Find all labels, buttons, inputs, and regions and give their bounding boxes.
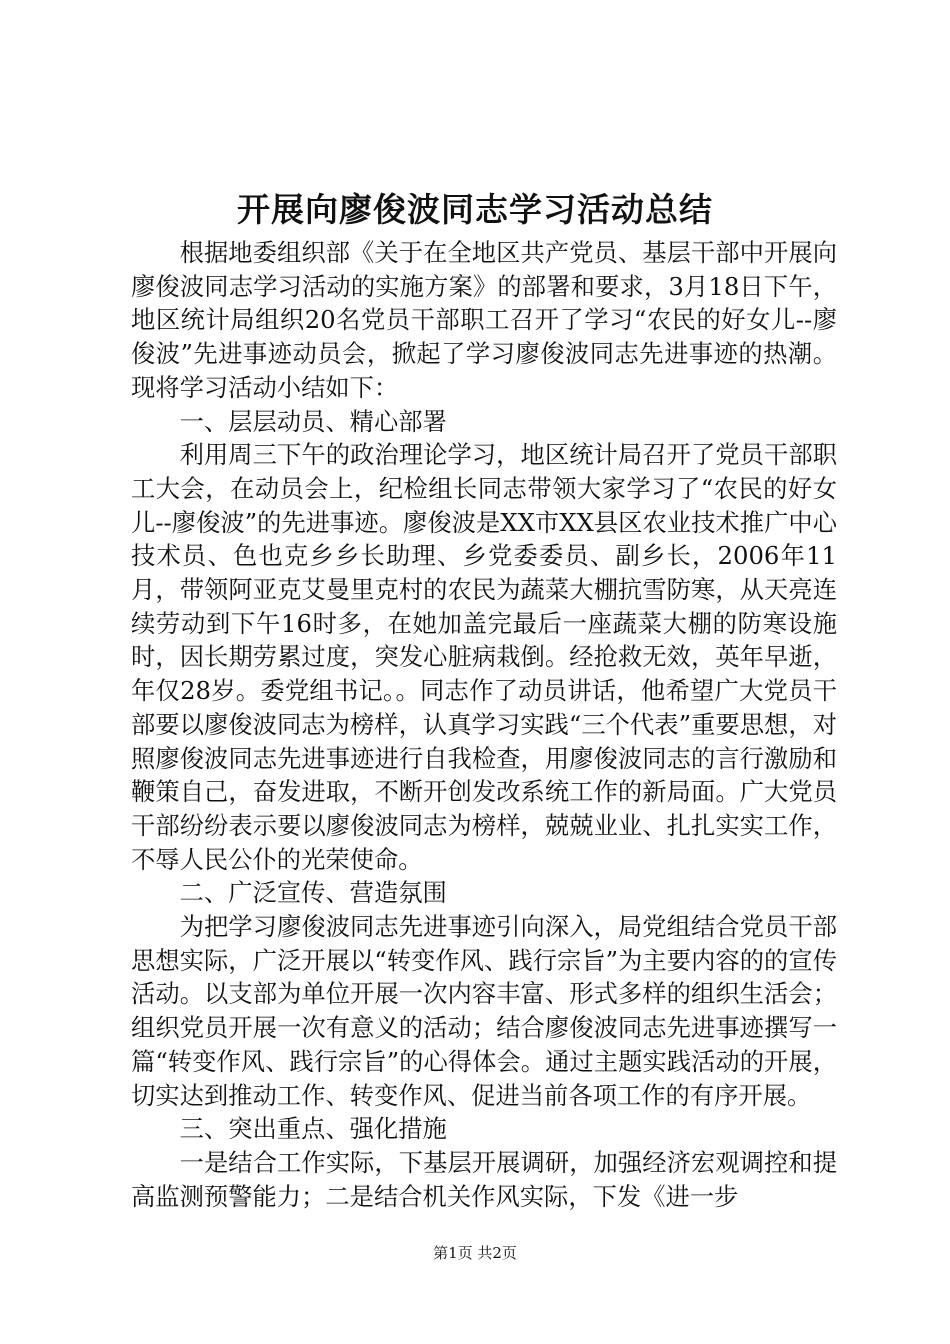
paragraph-section-2: 为把学习廖俊波同志先进事迹引向深入，局党组结合党员干部思想实际，广泛开展以“转变作风、践行宗旨”为主要内容的的宣传活动。以支部为单位开展一次内容丰富、形式多样的组织生活会；组织党员开展一次有意义的活动；结合廖俊波同志先进事迹撰写一篇“转变作风、践行宗旨”的心得体会。通过主题实践活动的开展，切实达到推动工作、转变作风、促进当前各项工作的有序开展。 <box>131 912 837 1110</box>
paragraph-intro: 根据地委组织部《关于在全地区共产党员、基层干部中开展向廖俊波同志学习活动的实施方案》的部署和要求，3月18日下午，地区统计局组织20名党员干部职工召开了学习“农民的好女儿--廖俊波”先进事迹动员会，掀起了学习廖俊波同志先进事迹的热潮。现将学习活动小结如下： <box>131 238 837 402</box>
document-body <box>131 236 837 1213</box>
paragraph-section-1: 利用周三下午的政治理论学习，地区统计局召开了党员干部职工大会，在动员会上，纪检组长同志带领大家学习了“农民的好女儿--廖俊波”的先进事迹。廖俊波是XX市XX县区农业技术推广中心技术员、色也克乡乡长助理、乡党委委员、副乡长，2006年11月，带领阿亚克艾曼里克村的农民为蔬菜大棚抗雪防寒，从天亮连续劳动到下午16时多，在她加盖完最后一座蔬菜大棚的防寒设施时，因长期劳累过度，突发心脏病栽倒。经抢救无效，英年早逝，年仅28岁。委党组书记。。同志作了动员讲话，他希望广大党员干部要以廖俊波同志为榜样，认真学习实践“三个代表”重要思想，对照廖俊波同志先进事迹进行自我检查，用廖俊波同志的言行激励和鞭策自己，奋发进取，不断开创发改系统工作的新局面。广大党员干部纷纷表示要以廖俊波同志为榜样，兢兢业业、扎扎实实工作，不辱人民公仆的光荣使命。 <box>131 440 837 874</box>
page-footer: 第1页 共2页 <box>433 1244 517 1262</box>
section-heading-3: 三、突出重点、强化措施 <box>179 1114 447 1144</box>
section-heading-1: 一、层层动员、精心部署 <box>179 406 447 436</box>
paragraph-section-3: 一是结合工作实际，下基层开展调研，加强经济宏观调控和提高监测预警能力；二是结合机关作风实际，下发《进一步 <box>131 1147 837 1211</box>
section-heading-2: 二、广泛宣传、营造氛围 <box>179 878 447 908</box>
document-title: 开展向廖俊波同志学习活动总结 <box>237 190 713 229</box>
